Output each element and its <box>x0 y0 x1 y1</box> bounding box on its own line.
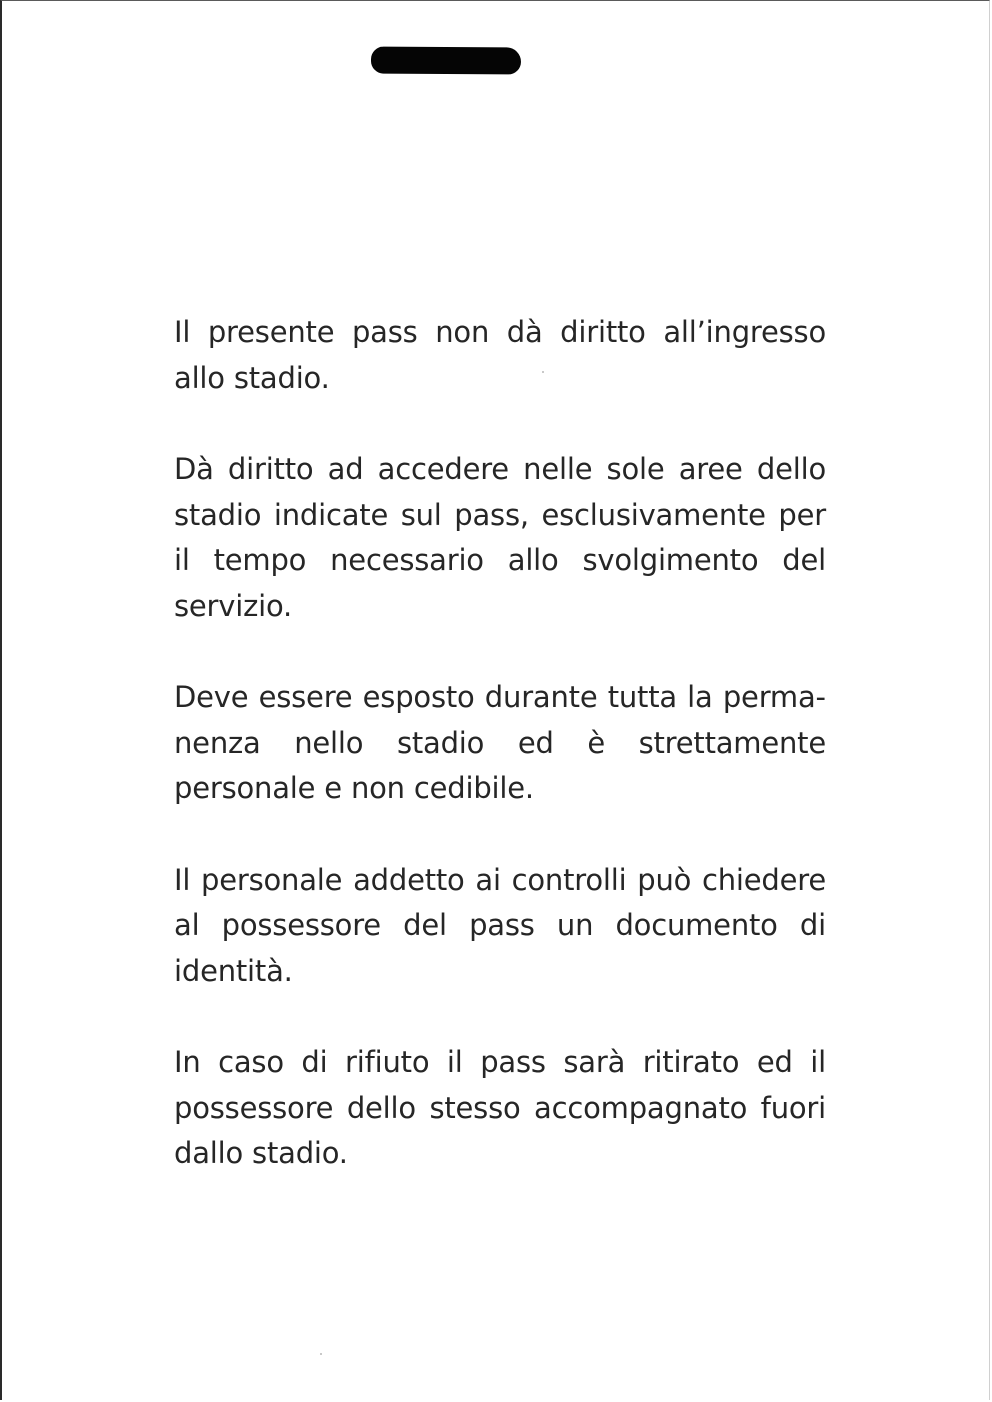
term-paragraph-identity-check: Il personale addetto ai controlli può chiedere al possessore del pass un documento di identità. <box>174 862 826 988</box>
scan-speck <box>320 1353 322 1355</box>
pass-terms-text <box>174 310 826 1223</box>
term-paragraph-access-areas: Dà diritto ad accedere nelle sole aree dello stadio indicate sul pass, esclusivamente per il tempo necessario allo svolgimento del servizio. <box>174 452 826 623</box>
lanyard-slot-hole <box>371 46 521 74</box>
term-paragraph-display: Deve essere esposto durante tutta la permanenza nello stadio ed è strettamente personale e non cedibile. <box>174 680 826 805</box>
scan-speck <box>542 371 544 373</box>
term-paragraph-refusal: In caso di rifiuto il pass sarà ritirato ed il possessore dello stesso accompagnato fuori dallo stadio. <box>174 1045 826 1170</box>
term-paragraph-entry: Il presente pass non dà diritto all’ingresso allo stadio. <box>174 315 826 395</box>
